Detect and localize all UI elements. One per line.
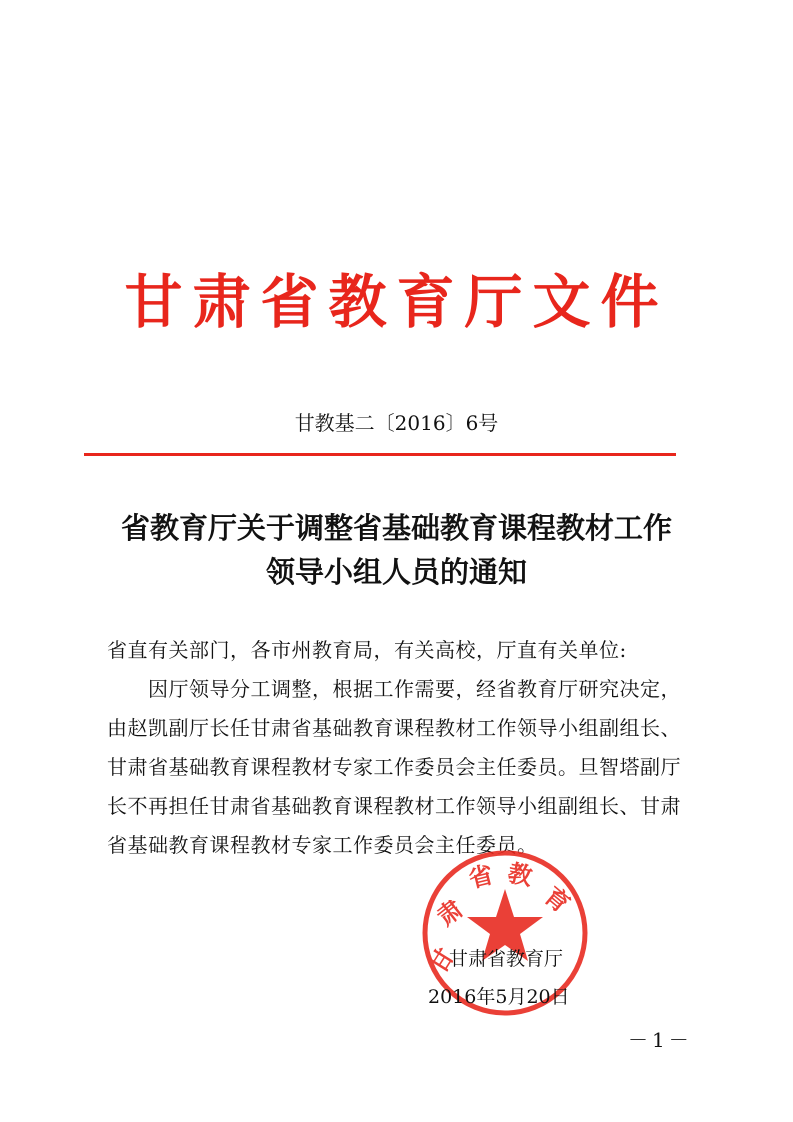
notice-title-line-2: 领导小组人员的通知 <box>265 555 527 589</box>
svg-text:省: 省 <box>465 859 497 894</box>
svg-text:教: 教 <box>505 857 535 892</box>
red-separator-line <box>84 453 676 456</box>
svg-text:肃: 肃 <box>431 893 469 932</box>
body-paragraph-line: 长不再担任甘肃省基础教育课程教材工作领导小组副组长、甘肃 <box>107 794 681 818</box>
page-number: －1－ <box>628 1028 693 1052</box>
addressee-line: 省直有关部门，各市州教育局，有关高校，厅直有关单位: <box>107 638 627 662</box>
body-paragraph-line: 因厅领导分工调整，根据工作需要，经省教育厅研究决定， <box>148 677 681 701</box>
body-paragraph-line: 甘肃省基础教育课程教材专家工作委员会主任委员。旦智塔副厅 <box>107 755 681 779</box>
notice-title-line-1: 省教育厅关于调整省基础教育课程教材工作 <box>120 511 672 545</box>
signature-unit: 甘肃省教育厅 <box>449 948 564 970</box>
body-paragraph-line: 省基础教育课程教材专家工作委员会主任委员。 <box>107 833 538 857</box>
svg-text:甘: 甘 <box>422 942 461 979</box>
issuer-title: 甘肃省教育厅文件 <box>124 268 669 336</box>
body-paragraph-line: 由赵凯副厅长任甘肃省基础教育课程教材工作领导小组副组长、 <box>107 716 681 740</box>
svg-text:育: 育 <box>538 880 576 919</box>
document-number: 甘教基二〔2016〕6号 <box>294 411 499 435</box>
signature-date: 2016年5月20日 <box>428 986 570 1008</box>
